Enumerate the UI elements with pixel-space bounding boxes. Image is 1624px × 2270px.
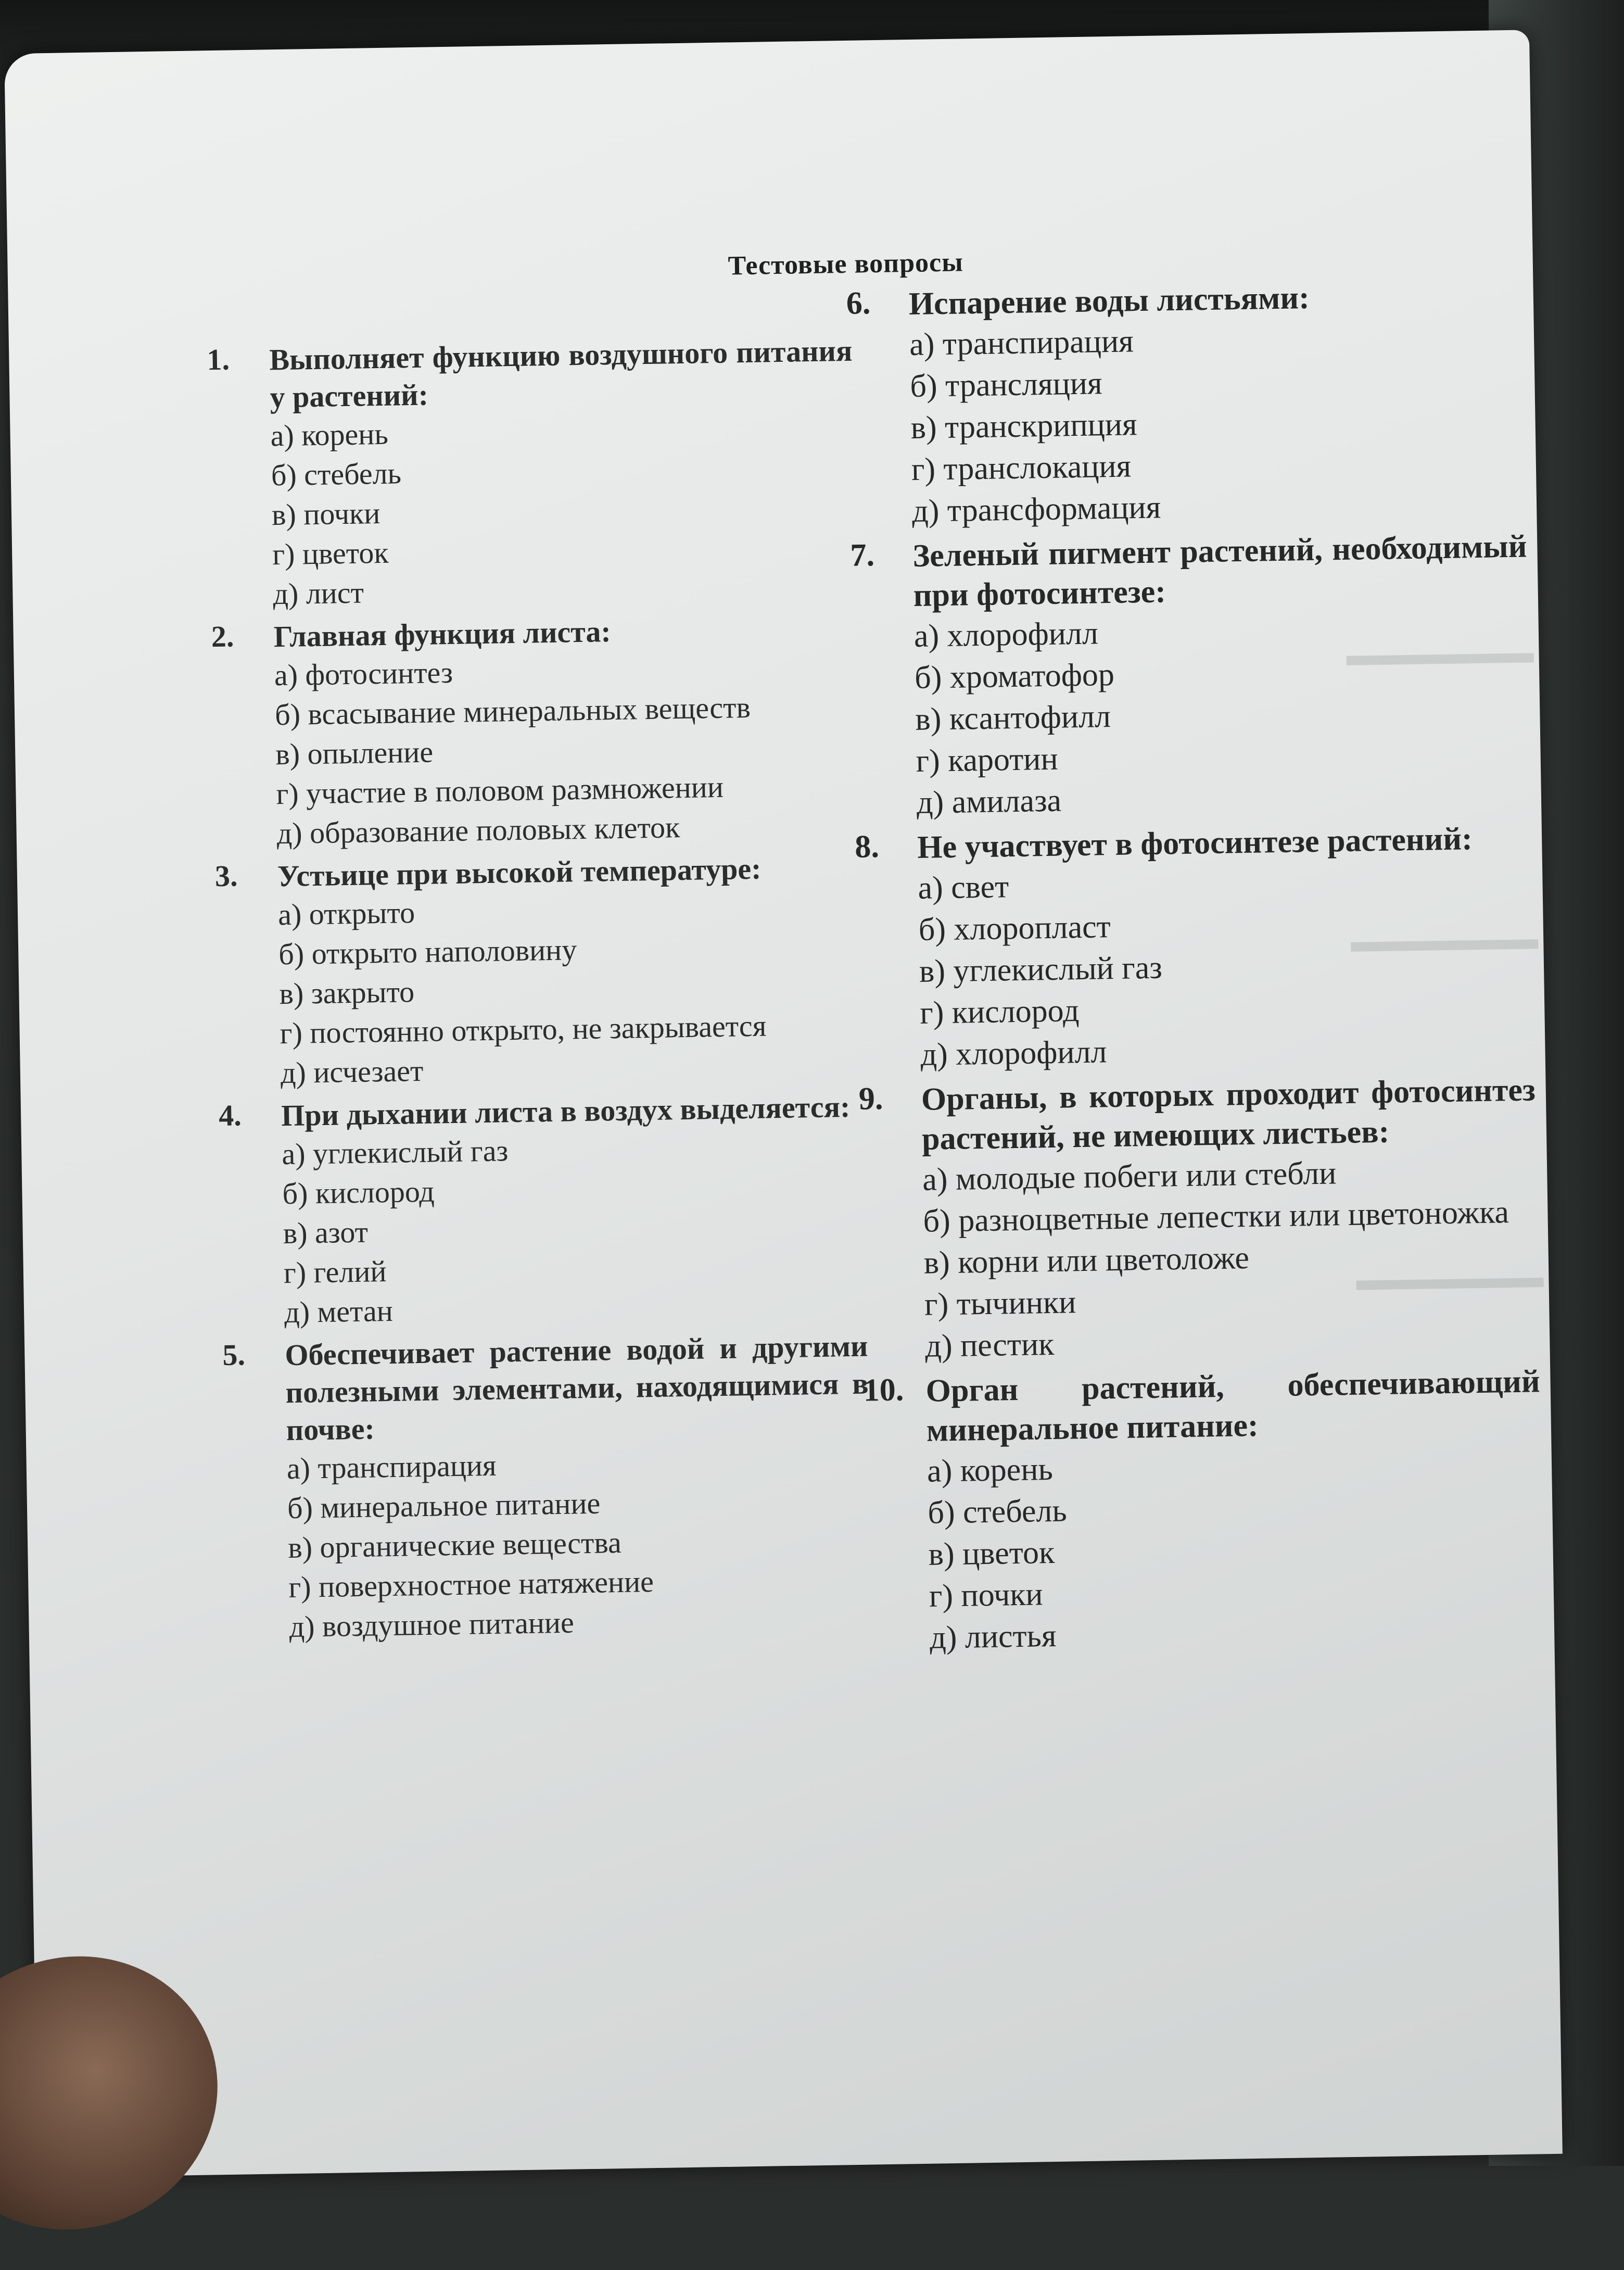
question-3 — [214, 849, 864, 1094]
answer-option: в) углекислый газ — [919, 950, 1163, 989]
bleed-through-text: ▬▬▬▬▬▬ — [1350, 921, 1539, 959]
answer-option: д) трансформация — [911, 489, 1161, 529]
answer-options — [855, 857, 1539, 1076]
question-number: 1. — [206, 342, 230, 377]
answer-options — [215, 886, 864, 1094]
answer-option: б) хроматофор — [914, 657, 1115, 696]
answer-option: д) исчезает — [280, 1053, 424, 1090]
answer-option: г) гелий — [283, 1254, 387, 1290]
answer-options — [208, 407, 856, 615]
answer-option: а) корень — [270, 417, 389, 453]
answer-option: а) транспирация — [286, 1448, 497, 1486]
answer-options — [860, 1149, 1544, 1368]
answer-options — [847, 314, 1527, 533]
question-text: Испарение воды листьями: — [908, 280, 1310, 322]
answer-option: в) почки — [271, 496, 380, 532]
answer-option: г) кислород — [919, 993, 1080, 1031]
bleed-through-text: ▬▬▬▬▬▬ — [1346, 635, 1534, 672]
question-text: Зеленый пигмент растений, необходимый при фотосинтезе: — [912, 528, 1527, 613]
question-header — [222, 1328, 869, 1450]
answer-option: д) метан — [284, 1293, 394, 1330]
answer-option: д) листья — [929, 1618, 1057, 1656]
answer-option: в) ксантофилл — [915, 699, 1111, 737]
question-5 — [222, 1328, 872, 1648]
answer-option: г) участие в половом размножении — [276, 770, 724, 811]
answer-option: а) корень — [927, 1451, 1054, 1489]
answer-option: б) хлоропласт — [918, 909, 1111, 948]
question-text: Орган растений, обеспечивающий минеральное питание: — [925, 1364, 1541, 1448]
answer-option: г) постоянно открыто, не закрывается — [280, 1008, 767, 1051]
answer-option: г) почки — [929, 1577, 1044, 1614]
answer-option: б) минеральное питание — [287, 1486, 601, 1525]
question-2 — [211, 609, 860, 854]
question-header — [850, 526, 1528, 616]
answer-option: а) открыто — [277, 896, 415, 932]
answer-option: в) азот — [283, 1215, 369, 1251]
answer-option: г) транслокация — [911, 448, 1132, 487]
answer-option: в) закрыто — [279, 975, 415, 1011]
answer-option: г) тычинки — [924, 1284, 1076, 1322]
question-number: 3. — [214, 859, 238, 893]
question-text: Главная функция листа: — [273, 614, 612, 654]
answer-option: а) хлорофилл — [914, 615, 1099, 654]
answer-option: в) опыление — [275, 735, 434, 772]
answer-option: б) стебель — [271, 456, 402, 493]
answer-option: в) органические вещества — [287, 1525, 622, 1565]
question-number: 9. — [858, 1080, 883, 1117]
question-number: 6. — [846, 285, 871, 321]
answer-option: б) трансляция — [909, 365, 1102, 405]
answer-option: д) лист — [272, 575, 364, 611]
answer-options — [865, 1441, 1544, 1659]
answer-option: д) образование половых клеток — [276, 810, 680, 851]
question-number: 5. — [222, 1338, 246, 1372]
question-number: 10. — [863, 1372, 904, 1408]
question-7 — [849, 526, 1534, 824]
question-text: Устьице при высокой температуре: — [277, 851, 762, 893]
answer-option: а) транспирация — [909, 323, 1134, 363]
answer-option: а) углекислый газ — [281, 1133, 509, 1171]
answer-option: а) фотосинтез — [274, 655, 453, 692]
answer-option: в) цветок — [928, 1534, 1055, 1572]
answer-options — [224, 1440, 872, 1647]
question-number: 8. — [854, 829, 880, 865]
answer-options — [219, 1126, 868, 1333]
question-number: 4. — [218, 1098, 242, 1133]
answer-option: д) воздушное питание — [289, 1605, 575, 1644]
question-text: Выполняет функцию воздушного питания у растений: — [269, 333, 853, 414]
answer-option: б) открыто наполовину — [278, 932, 577, 972]
question-number: 7. — [849, 537, 875, 573]
question-10 — [863, 1361, 1544, 1659]
question-text: Обеспечивает растение водой и другими полезными элементами, находящимися в почве: — [284, 1329, 869, 1447]
book-page — [4, 30, 1563, 2178]
question-text: Органы, в которых проходит фотосинтез растений, не имеющих листьев: — [921, 1072, 1536, 1157]
answer-option: в) транскрипция — [910, 407, 1137, 446]
answer-option: г) поверхностное натяжение — [288, 1565, 654, 1605]
answer-option: б) всасывание минеральных веществ — [274, 690, 751, 732]
answer-option: д) хлорофилл — [920, 1034, 1107, 1073]
question-header — [207, 332, 853, 417]
answer-option: г) цветок — [272, 535, 389, 572]
question-header — [863, 1361, 1541, 1451]
question-header — [858, 1070, 1536, 1159]
question-number: 2. — [211, 619, 234, 654]
question-4 — [219, 1088, 868, 1333]
question-8 — [854, 818, 1539, 1076]
question-6 — [846, 274, 1526, 533]
questions-left-column — [207, 332, 872, 1652]
answer-option: в) корни или цветоложе — [923, 1240, 1250, 1281]
question-text: При дыхании листа в воздух выделяется: — [281, 1089, 851, 1133]
answer-option: д) амилаза — [916, 783, 1062, 821]
answer-option: г) каротин — [916, 741, 1059, 779]
answer-option: а) молодые побеги или стебли — [922, 1155, 1337, 1197]
bleed-through-text: ▬▬▬▬▬▬ — [1355, 1259, 1544, 1297]
answer-options — [211, 647, 860, 854]
questions-right-column — [846, 274, 1544, 1663]
answer-option: б) разноцветные лепестки или цветоножка — [923, 1194, 1509, 1239]
page-title: Тестовые вопросы — [728, 247, 964, 281]
answer-option: а) свет — [917, 869, 1009, 906]
answer-option: б) стебель — [927, 1493, 1068, 1531]
answer-options — [851, 606, 1534, 824]
question-text: Не участвует в фотосинтезе растений: — [917, 821, 1473, 865]
question-1 — [207, 332, 856, 615]
answer-option: б) кислород — [282, 1174, 435, 1211]
question-9 — [858, 1070, 1544, 1368]
answer-option: д) пестик — [924, 1326, 1055, 1364]
